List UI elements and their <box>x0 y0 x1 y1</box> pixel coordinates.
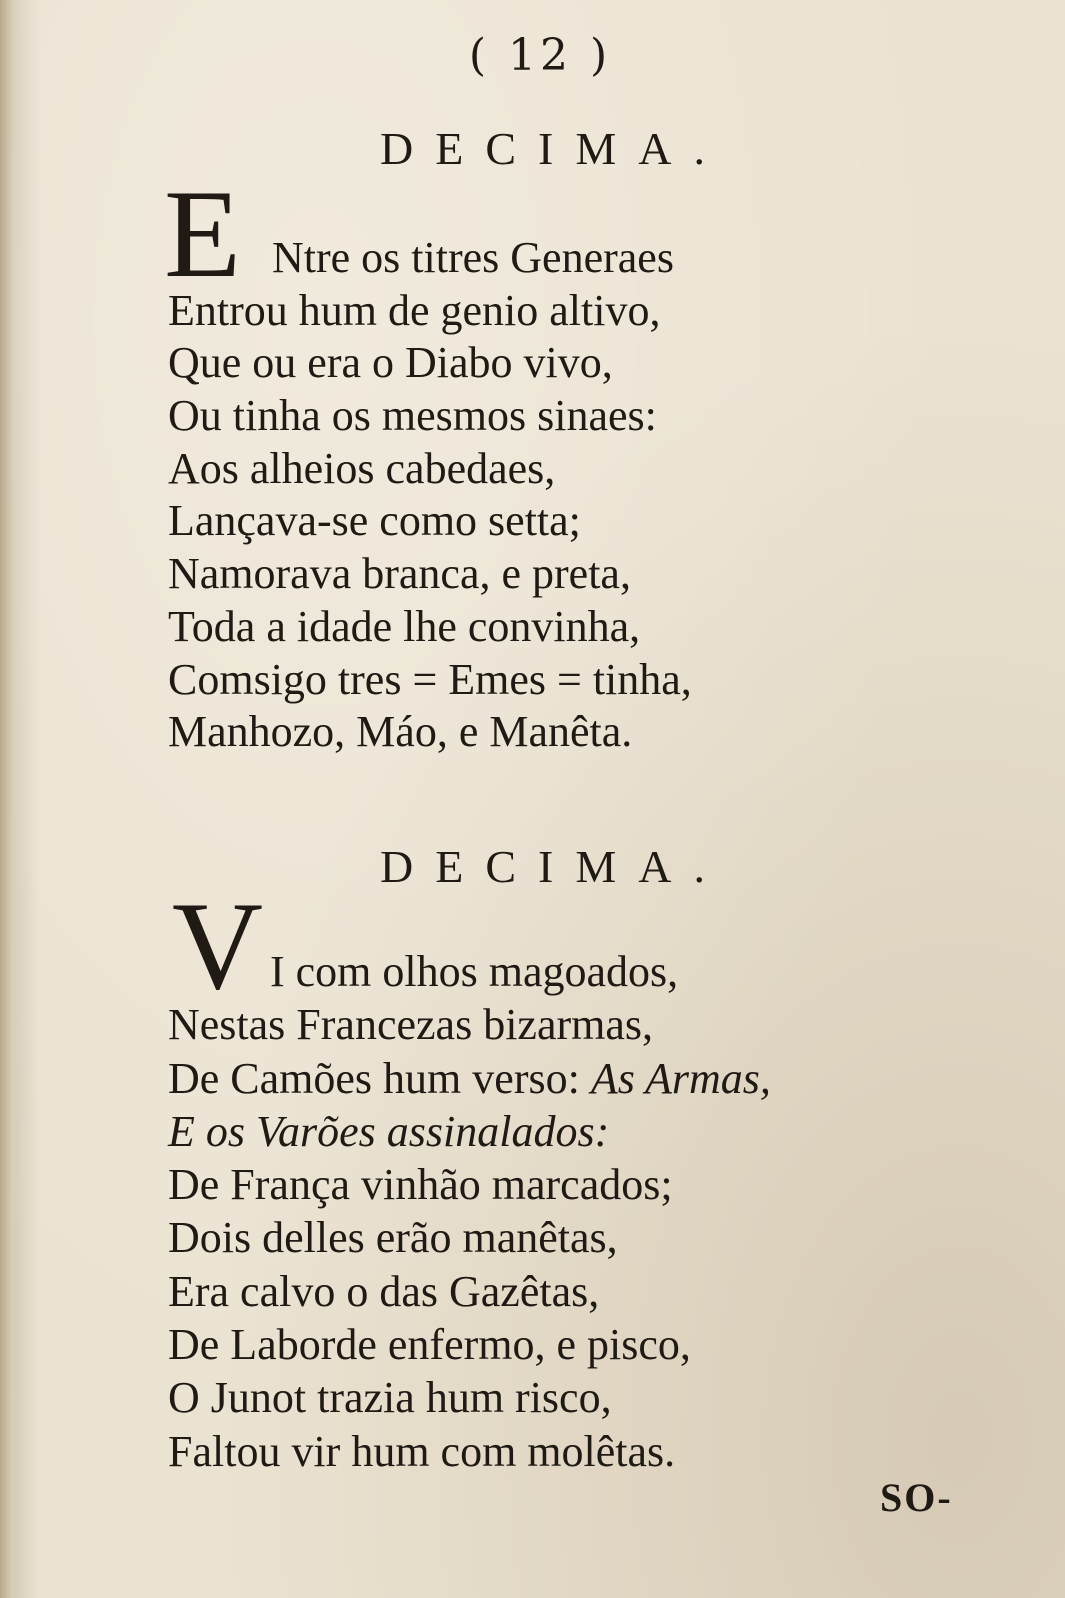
verse-text: De Camões hum verso: <box>168 1053 580 1103</box>
verse-line: I com olhos magoados, <box>270 947 679 996</box>
section-heading-1: DECIMA. <box>380 123 727 174</box>
drop-cap-1: E <box>164 165 241 304</box>
stanza-1 <box>168 232 928 759</box>
verse-line-with-italic <box>168 1052 928 1105</box>
verse-line: Namorava branca, e preta, <box>168 549 631 599</box>
drop-cap-2: V <box>172 877 263 1016</box>
verse-line: Era calvo o das Gazêtas, <box>168 1266 600 1316</box>
stanza-2 <box>168 945 928 1478</box>
verse-line: Ntre os titres Generaes <box>272 233 674 282</box>
italic-quote: As Armas, <box>590 1053 771 1103</box>
verse-line: Toda a idade lhe convinha, <box>168 601 641 651</box>
verse-line: Faltou vir hum com molêtas. <box>168 1426 676 1476</box>
verse-line: Ou tinha os mesmos sinaes: <box>168 391 657 441</box>
verse-line: Lançava-se como setta; <box>168 496 581 546</box>
verse-line: Comsigo tres = Emes = tinha, <box>168 654 692 704</box>
verse-line: De França vinhão marcados; <box>168 1160 673 1210</box>
verse-line: Que ou era o Diabo vivo, <box>168 338 613 388</box>
section-heading-2: DECIMA. <box>380 841 727 892</box>
catchword: SO- <box>880 1475 953 1520</box>
verse-line: Dois delles erão manêtas, <box>168 1213 618 1263</box>
verse-line: O Junot trazia hum risco, <box>168 1373 612 1423</box>
verse-line: Nestas Francezas bizarmas, <box>168 1000 654 1050</box>
verse-line: Manhozo, Máo, e Manêta. <box>168 707 633 757</box>
verse-line: Aos alheios cabedaes, <box>168 443 556 493</box>
verse-line: De Laborde enfermo, e pisco, <box>168 1320 691 1370</box>
verse-line-italic: E os Varões assinalados: <box>168 1106 610 1156</box>
binding-edge <box>0 0 14 1598</box>
verse-line: Entrou hum de genio altivo, <box>168 285 661 335</box>
page-number: ( 12 ) <box>468 30 612 81</box>
